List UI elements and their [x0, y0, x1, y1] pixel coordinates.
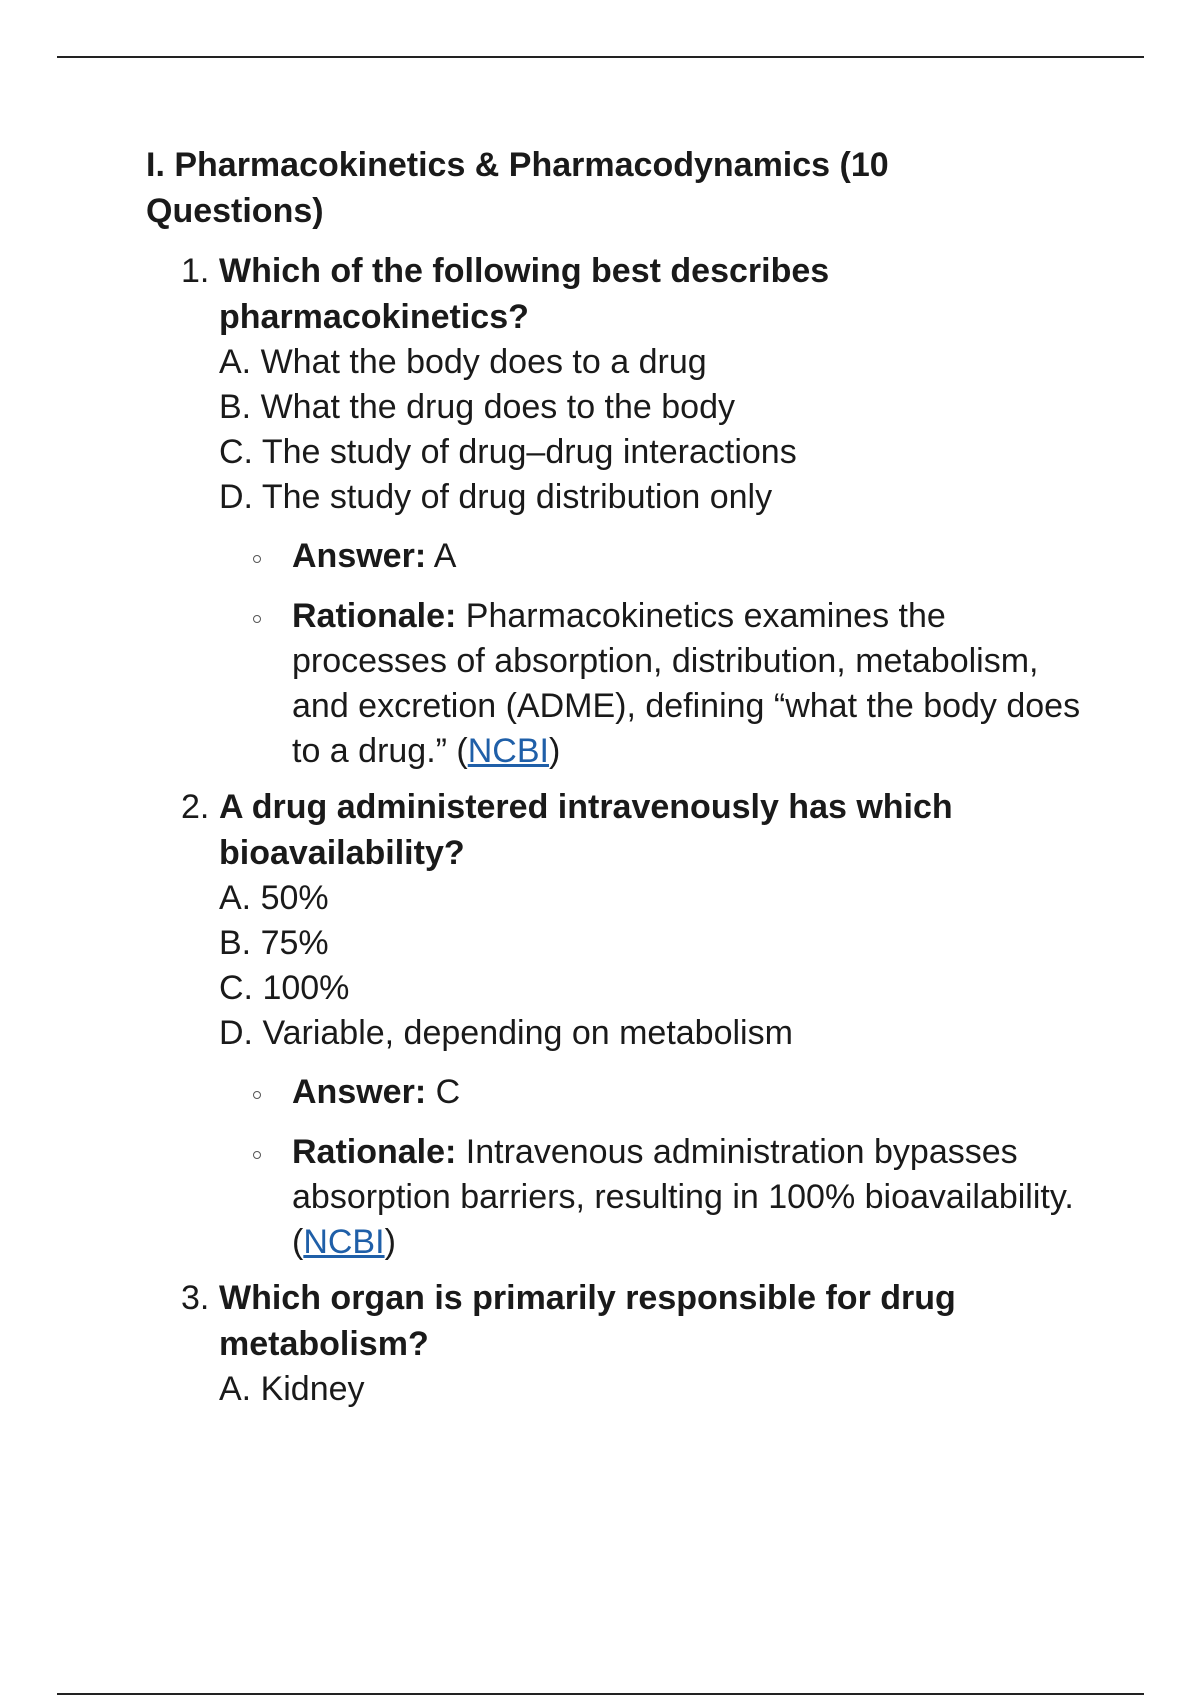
option-d: D. The study of drug distribution only	[219, 478, 773, 516]
question-3	[146, 1275, 1106, 1412]
answer-value: C	[426, 1073, 461, 1111]
question-text: Which organ is primarily responsible for drug metabolism?	[219, 1279, 956, 1363]
answer-item	[219, 534, 1102, 579]
ncbi-link[interactable]: NCBI	[467, 732, 549, 770]
option-a: A. Kidney	[219, 1370, 365, 1408]
answer-item	[219, 1070, 1102, 1115]
option-d: D. Variable, depending on metabolism	[219, 1014, 793, 1052]
option-b: B. What the drug does to the body	[219, 388, 735, 426]
rationale-text: Pharmacokinetics examines the processes of absorption, distribution, metabolism, and excretion (ADME), defining “what the body does to a drug.” (	[292, 597, 1081, 770]
question-number: 3.	[181, 1279, 210, 1317]
document-body	[146, 142, 1106, 1422]
answer-label: Answer:	[292, 537, 427, 575]
hollow-bullet-icon	[253, 555, 261, 563]
bottom-rule	[57, 1693, 1144, 1695]
rationale-label: Rationale:	[292, 597, 457, 635]
rationale-item	[219, 594, 1102, 774]
option-b: B. 75%	[219, 924, 329, 962]
question-number: 1.	[181, 252, 210, 290]
ncbi-link[interactable]: NCBI	[303, 1223, 385, 1261]
option-a: A. What the body does to a drug	[219, 343, 707, 381]
question-2	[146, 784, 1106, 1265]
hollow-bullet-icon	[253, 1091, 261, 1099]
question-text: A drug administered intravenously has which bioavailability?	[219, 788, 953, 872]
hollow-bullet-icon	[253, 615, 261, 623]
question-number: 2.	[181, 788, 210, 826]
option-a: A. 50%	[219, 879, 329, 917]
answer-label: Answer:	[292, 1073, 427, 1111]
question-text: Which of the following best describes pharmacokinetics?	[219, 252, 830, 336]
option-c: C. The study of drug–drug interactions	[219, 433, 797, 471]
option-c: C. 100%	[219, 969, 350, 1007]
hollow-bullet-icon	[253, 1151, 261, 1159]
question-1	[146, 248, 1106, 774]
top-rule	[57, 56, 1144, 58]
rationale-label: Rationale:	[292, 1133, 457, 1171]
section-title: I. Pharmacokinetics & Pharmacodynamics (10 Questions)	[146, 146, 889, 230]
rationale-end: )	[384, 1223, 396, 1261]
rationale-end: )	[548, 732, 561, 770]
rationale-text: Intravenous administration bypasses absorption barriers, resulting in 100% bioavailability. (	[292, 1133, 1074, 1261]
rationale-item	[219, 1130, 1102, 1265]
answer-value: A	[426, 537, 457, 575]
